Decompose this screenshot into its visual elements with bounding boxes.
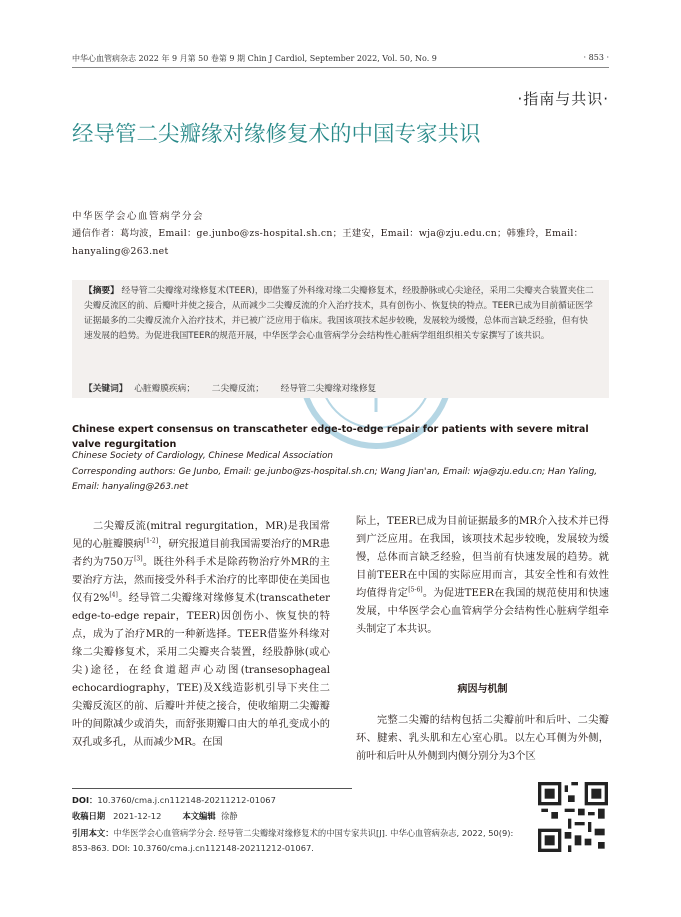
editor-label: 本文编辑 <box>182 811 216 821</box>
received-line <box>72 810 238 822</box>
article-title: 经导管二尖瓣缘对缘修复术的中国专家共识 <box>72 122 481 147</box>
qr-code-icon[interactable] <box>538 782 608 852</box>
correspondence: 通信作者：葛均波，Email：ge.junbo@zs-hospital.sh.cn；王建安，Email：wja@zju.edu.cn；韩雅玲，Email：hanyaling@263.net <box>72 228 584 257</box>
body-paragraph: 完整二尖瓣的结构包括二尖瓣前叶和后叶、二尖瓣环、腱索、乳头肌和左心室心肌。以左心耳侧为外侧，前叶和后叶从外侧到内侧分别分为3个区 <box>356 715 609 762</box>
doi-link[interactable]: 10.3760/cma.j.cn112148-20211212-01067 <box>97 795 276 805</box>
body-text: 。为促进TEER在我国的规范使用和快速发展，中华医学会心血管病学分会结构性心脏病学组牵头制定了本共识。 <box>356 588 609 635</box>
citation: [3] <box>134 555 143 563</box>
section-tag: ·指南与共识· <box>517 90 609 108</box>
citation-line <box>72 826 527 856</box>
editor-name: 徐静 <box>220 811 238 821</box>
body-text: 。既往外科手术是除药物治疗外MR的主要治疗方法，然而接受外科手术治疗的比率即使在美国也仅有2% <box>72 557 330 604</box>
footer-rule <box>72 788 352 789</box>
cite-text: 中华医学会心血管病学分会. 经导管二尖瓣缘对缘修复术的中国专家共识[J]. 中华心血管病杂志, 2022, 50(9): 853-863. DOI: 10.3760/cma.j.cn112148-20211212-01067. <box>72 828 514 853</box>
received-label: 收稿日期 <box>72 811 106 821</box>
body-text: ，研究报道目前我国需要治疗的MR患者约为750万 <box>72 539 330 568</box>
doi-label: DOI： <box>72 795 98 805</box>
citation: [1-2] <box>143 537 159 545</box>
keyword: 二尖瓣反流； <box>211 384 264 394</box>
received-date: 2021-12-12 <box>113 811 162 821</box>
header-rule <box>72 67 609 68</box>
running-header: 中华心血管病杂志 2022 年 9 月第 50 卷第 9 期 Chin J Cardiol, September 2022, Vol. 50, No. 9 <box>72 54 437 63</box>
english-title: Chinese expert consensus on transcatheter edge-to-edge repair for patients with severe mitral valve regurgitation <box>72 424 589 450</box>
body-text: 二尖瓣反流(mitral regurgitation，MR)是我国常见的心脏瓣膜病 <box>72 521 330 550</box>
keyword: 经导管二尖瓣缘对缘修复 <box>280 384 377 394</box>
body-column-left <box>72 518 330 752</box>
body-column-right <box>356 513 609 639</box>
abstract-text: 经导管二尖瓣缘对缘修复术(TEER)，即借鉴了外科缘对缘二尖瓣修复术，经股静脉或心尖途径，采用二尖瓣夹合装置夹住二尖瓣反流区的前、后瓣叶并使之接合，从而减少二尖瓣反流的介入治疗技术，具有创伤小、恢复快的特点。TEER已成为目前循证医学证据最多的二尖瓣反流介入治疗技术，并已被广泛应用于临床。我国该项技术起步较晚，发展较为缓慢，总体而言缺乏经验，但有快速发展的趋势。为促进我国TEER的规范开展，中华医学会心血管病学分会结构性心脏病学组组织相关专家撰写了该共识。 <box>84 286 594 341</box>
abstract-label: 【摘要】 <box>84 286 119 296</box>
body-text: 际上，TEER已成为目前证据最多的MR介入技术并已得到广泛应用。在我国，该项技术起步较晚，发展较为缓慢，总体而言缺乏经验，但当前有快速发展的趋势。就目前TEER在中国的实际应用而言，其安全性和有效性均值得肯定 <box>356 516 609 599</box>
author-organization: 中华医学会心血管病学分会 <box>72 211 205 222</box>
citation: [5-6] <box>408 586 423 594</box>
english-organization: Chinese Society of Cardiology, Chinese Medical Association <box>72 451 333 461</box>
page-number: · 853 · <box>583 53 609 62</box>
cite-label: 引用本文： <box>72 828 114 838</box>
section-heading: 病因与机制 <box>457 684 508 695</box>
body-text: 。经导管二尖瓣缘对缘修复术(transcatheter edge-to-edge repair，TEER)因创伤小、恢复快的特点，成为了治疗MR的一种新选择。TEER借鉴外科缘对缘二尖瓣修复术，采用二尖瓣夹合装置，经股静脉(或心尖)途径，在经食道超声心动图(transesophageal echocardiography，TEE)及X线造影机引导下夹住二尖瓣反流区的前、后瓣叶并使之接合，使收缩期二尖瓣瓣叶的间隙减少或消失，而舒张期瓣口由大的单孔变成小的双孔或多孔，从而减少MR。在国 <box>72 593 330 748</box>
english-correspondence: Corresponding authors: Ge Junbo, Email: ge.junbo@zs-hospital.sh.cn; Wang Jian'an, Email: wja@zju.edu.cn; Han Yaling, Email: hanyaling@263.net <box>72 467 598 492</box>
doi-line <box>72 794 276 806</box>
keyword: 心脏瓣膜疾病； <box>134 384 196 394</box>
abstract <box>84 284 596 344</box>
keywords <box>84 382 390 394</box>
keywords-label: 【关键词】 <box>84 384 128 394</box>
citation: [4] <box>109 591 118 599</box>
